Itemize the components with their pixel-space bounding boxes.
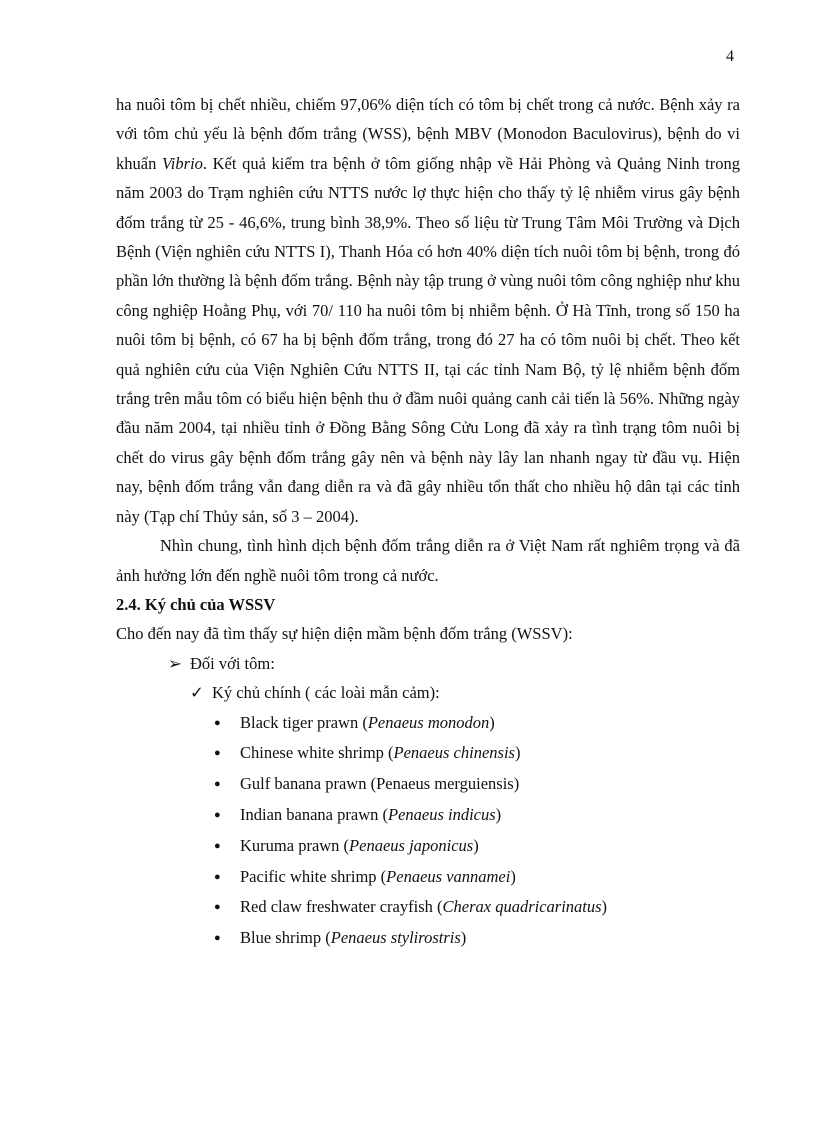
species-item (214, 738, 740, 769)
list-item-label: Đối với tôm: (190, 653, 275, 673)
section-heading: 2.4. Ký chủ của WSSV (116, 594, 276, 614)
bullet-dot-icon: ● (214, 870, 221, 883)
species-latin-name: Penaeus stylirostris (330, 928, 461, 948)
section-intro: Cho đến nay đã tìm thấy sự hiện diện mầm bệnh đốm trắng (WSSV): (116, 624, 573, 644)
species-common-name: Chinese white shrimp ( (240, 743, 394, 763)
species-name (240, 892, 607, 923)
species-name (240, 738, 520, 769)
species-latin-name: Penaeus monodon (367, 712, 490, 732)
species-latin-name: Cherax quadricarinatus (442, 897, 602, 917)
species-latin-name: Penaeus indicus (387, 804, 496, 824)
species-latin-name: Penaeus japonicus (349, 835, 474, 855)
bullet-dot-icon: ● (214, 932, 221, 945)
page-number: 4 (726, 48, 734, 65)
bullet-dot-icon: ● (214, 778, 221, 791)
species-item (214, 800, 740, 831)
bullet-dot-icon: ● (214, 716, 221, 729)
body-text (116, 90, 740, 954)
bullet-dot-icon: ● (214, 839, 221, 852)
species-paren-close: ) (495, 804, 502, 824)
species-common-name: Gulf banana prawn (Penaeus merguiensis) (240, 774, 520, 794)
species-latin-name: Penaeus chinensis (393, 743, 515, 763)
species-paren-close: ) (489, 712, 495, 732)
species-name (240, 831, 479, 862)
species-item (214, 892, 740, 923)
paragraph-summary: Nhìn chung, tình hình dịch bệnh đốm trắng diễn ra ở Việt Nam rất nghiêm trọng và đã ảnh hưởng lớn đến nghề nuôi tôm trong cả nước. (116, 536, 740, 585)
checkmark-icon: ✓ (190, 683, 204, 703)
vibrio-term: Vibrio (161, 153, 203, 173)
species-name (240, 708, 495, 739)
species-common-name: Red claw freshwater crayfish ( (240, 897, 443, 917)
species-item (214, 831, 740, 862)
paragraph-text-continued: . Kết quả kiểm tra bệnh ở tôm giống nhập về Hải Phòng và Quảng Ninh trong năm 2003 do Trạm nghiên cứu NTTS nước lợ thực hiện cho thấy tỷ lệ nhiễm virus gây bệnh đốm trắng từ 25 - 46,6%, trung bình 38,9%. Theo số liệu từ Trung Tâm Môi Trường và Dịch Bệnh (Viện nghiên cứu NTTS I), Thanh Hóa có hơn 40% diện tích nuôi tôm bị bệnh, trong đó phần lớn thường là bệnh đốm trắng. Bệnh này tập trung ở vùng nuôi tôm công nghiệp như khu công nghiệp Hoằng Phụ, với 70/ 110 ha nuôi tôm bị nhiễm bệnh. Ở Hà Tĩnh, trong số 150 ha nuôi tôm bị bệnh, có 67 ha bị bệnh đốm trắng, trong đó 27 ha có tôm nuôi bị chết. Theo kết quả nghiên cứu của Viện Nghiên Cứu NTTS II, tại các tỉnh Nam Bộ, tỷ lệ nhiễm bệnh đốm trắng trên mẫu tôm có biểu hiện bệnh thu ở đầm nuôi quảng canh cải tiến là 56%. Những ngày đầu năm 2004, tại nhiều tỉnh ở Đồng Bằng Sông Cửu Long đã xảy ra tình trạng tôm nuôi bị chết do virus gây bệnh đốm trắng gây nên và bệnh này lây lan nhanh ngay từ đầu vụ. Hiện nay, bệnh đốm trắng vẫn đang diễn ra và đã gây nhiều tổn thất cho nhiều hộ dân tại các tỉnh này (Tạp chí Thủy sản, số 3 – 2004). (116, 153, 741, 526)
species-name (240, 800, 501, 831)
list-item-shrimp (168, 649, 740, 678)
species-list (116, 708, 740, 954)
arrow-bullet-icon: ➢ (168, 653, 182, 673)
species-paren-close: ) (601, 897, 608, 917)
species-item (214, 769, 740, 800)
species-paren-close: ) (510, 866, 516, 886)
species-paren-close: ) (514, 743, 521, 763)
species-item (214, 862, 740, 893)
species-latin-name: Penaeus vannamei (386, 866, 511, 886)
bullet-dot-icon: ● (214, 808, 221, 821)
species-common-name: Indian banana prawn ( (240, 804, 388, 824)
species-common-name: Black tiger prawn ( (240, 712, 368, 732)
species-item (214, 708, 740, 739)
species-common-name: Pacific white shrimp ( (240, 866, 387, 886)
species-paren-close: ) (460, 928, 467, 948)
list-item-main-hosts (190, 678, 740, 707)
paragraph-disease-situation (116, 90, 740, 531)
bullet-dot-icon: ● (214, 747, 221, 760)
list-item-label: Ký chủ chính ( các loài mẫn cảm): (212, 683, 440, 703)
species-paren-close: ) (473, 835, 479, 855)
bullet-dot-icon: ● (214, 901, 221, 914)
species-item (214, 923, 740, 954)
species-name (240, 862, 516, 893)
species-common-name: Blue shrimp ( (240, 928, 331, 948)
species-name (240, 923, 466, 954)
paragraph-text: ha nuôi tôm bị chết nhiều, chiếm 97,06% diện tích có tôm bị chết trong cả nước. Bệnh xảy ra với tôm chủ yếu là bệnh đốm trắng (WSS), bệnh MBV (Monodon Baculovirus), bệnh do vi khuẩn (116, 95, 740, 173)
species-name (240, 769, 519, 800)
species-common-name: Kuruma prawn ( (240, 835, 350, 855)
